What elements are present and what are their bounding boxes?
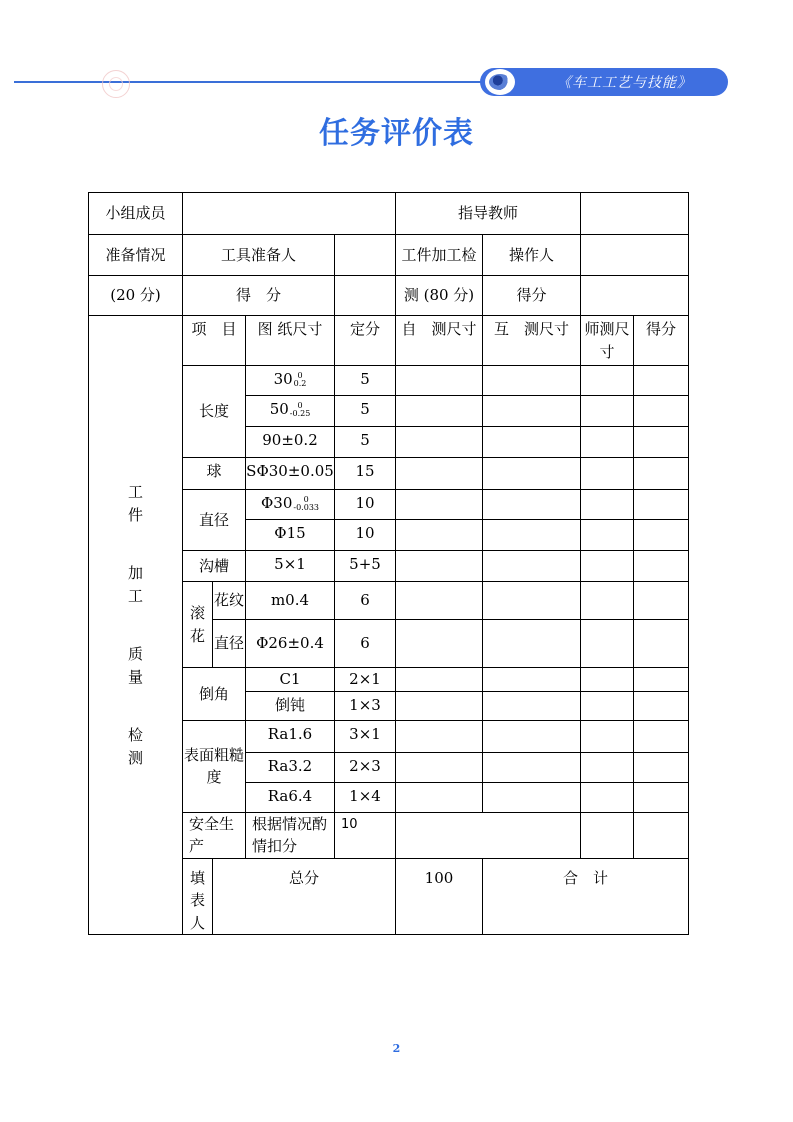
- length-label: 长度: [183, 366, 246, 458]
- group-members-label: 小组成员: [89, 193, 183, 235]
- length-size-1: 30 0 0.2: [246, 366, 335, 396]
- roughness-label: 表面粗糙度: [183, 720, 246, 812]
- prep-score-label-2: 得 分: [183, 276, 335, 316]
- groove-label: 沟槽: [183, 551, 246, 582]
- ball-label: 球: [183, 458, 246, 490]
- knurl-points-2: 6: [335, 620, 396, 668]
- table-row: [89, 276, 689, 316]
- filler-label: 填表人: [183, 858, 213, 935]
- chamfer-label: 倒角: [183, 668, 246, 721]
- inspection-label-a: 工件加工检: [396, 235, 483, 276]
- col-item: 项 目: [183, 316, 246, 366]
- roughness-size-1: Ra1.6: [246, 720, 335, 752]
- instructor-cell: [581, 193, 689, 235]
- col-score: 得分: [634, 316, 689, 366]
- length-points-3: 5: [335, 427, 396, 458]
- col-self-measure: 自 测尺寸: [396, 316, 483, 366]
- col-teacher-measure: 师测尺寸: [581, 316, 634, 366]
- watermark-seal-icon: [102, 70, 130, 98]
- prep-score-label: (20 分): [89, 276, 183, 316]
- ball-points: 15: [335, 458, 396, 490]
- roughness-points-2: 2×3: [335, 752, 396, 782]
- page-number: 2: [392, 1042, 401, 1055]
- inspection-label-b: 测 (80 分): [396, 276, 483, 316]
- inspection-score-label: 得分: [483, 276, 581, 316]
- tool-preparer-label: 工具准备人: [183, 235, 335, 276]
- roughness-points-1: 3×1: [335, 720, 396, 752]
- instructor-label: 指导教师: [396, 193, 581, 235]
- book-title: 《车工工艺与技能》: [557, 75, 692, 91]
- groove-size: 5×1: [246, 551, 335, 582]
- header-banner: [480, 68, 728, 96]
- tool-preparer-cell: [335, 235, 396, 276]
- operator-cell: [581, 235, 689, 276]
- page-title: 任务评价表: [319, 116, 474, 151]
- evaluation-table: [88, 192, 689, 935]
- roughness-points-3: 1×4: [335, 782, 396, 812]
- total-value: 100: [396, 858, 483, 935]
- diameter-size-1: Φ30 0 -0.033: [246, 490, 335, 520]
- operator-label: 操作人: [483, 235, 581, 276]
- length-points-2: 5: [335, 396, 396, 427]
- safety-size: 根据情况酌情扣分: [246, 812, 335, 858]
- safety-label: 安全生产: [183, 812, 246, 858]
- chamfer-points-2: 1×3: [335, 691, 396, 720]
- section-label: 工 件 加 工 质 量 检 测: [89, 316, 183, 935]
- header-rule: [14, 81, 489, 83]
- table-row: [89, 193, 689, 235]
- diameter-label: 直径: [183, 490, 246, 551]
- length-points-1: 5: [335, 366, 396, 396]
- book-logo-icon: [485, 69, 515, 95]
- roughness-size-3: Ra6.4: [246, 782, 335, 812]
- chamfer-size-1: C1: [246, 668, 335, 692]
- knurl-points-1: 6: [335, 582, 396, 620]
- diameter-points-2: 10: [335, 520, 396, 551]
- diameter-points-1: 10: [335, 490, 396, 520]
- prep-label: 准备情况: [89, 235, 183, 276]
- chamfer-size-2: 倒钝: [246, 691, 335, 720]
- knurl-sub-pattern: 花纹: [213, 582, 246, 620]
- total-label: 总分: [213, 858, 396, 935]
- safety-points: 10: [335, 812, 396, 858]
- col-peer-measure: 互 测尺寸: [483, 316, 581, 366]
- ball-size: SΦ30±0.05: [246, 458, 335, 490]
- group-members-cell: [183, 193, 396, 235]
- knurl-sub-diameter: 直径: [213, 620, 246, 668]
- inspection-score-cell: [581, 276, 689, 316]
- knurl-size-2: Φ26±0.4: [246, 620, 335, 668]
- chamfer-points-1: 2×1: [335, 668, 396, 692]
- col-points: 定分: [335, 316, 396, 366]
- col-drawing-size: 图 纸尺寸: [246, 316, 335, 366]
- table-row: [89, 316, 689, 366]
- roughness-size-2: Ra3.2: [246, 752, 335, 782]
- table-row: [89, 235, 689, 276]
- knurl-size-1: m0.4: [246, 582, 335, 620]
- groove-points: 5+5: [335, 551, 396, 582]
- length-size-3: 90±0.2: [246, 427, 335, 458]
- sum-label: 合 计: [483, 858, 689, 935]
- length-size-2: 50 0 -0.25: [246, 396, 335, 427]
- diameter-size-2: Φ15: [246, 520, 335, 551]
- prep-score-cell: [335, 276, 396, 316]
- knurl-label: 滚花: [183, 582, 213, 668]
